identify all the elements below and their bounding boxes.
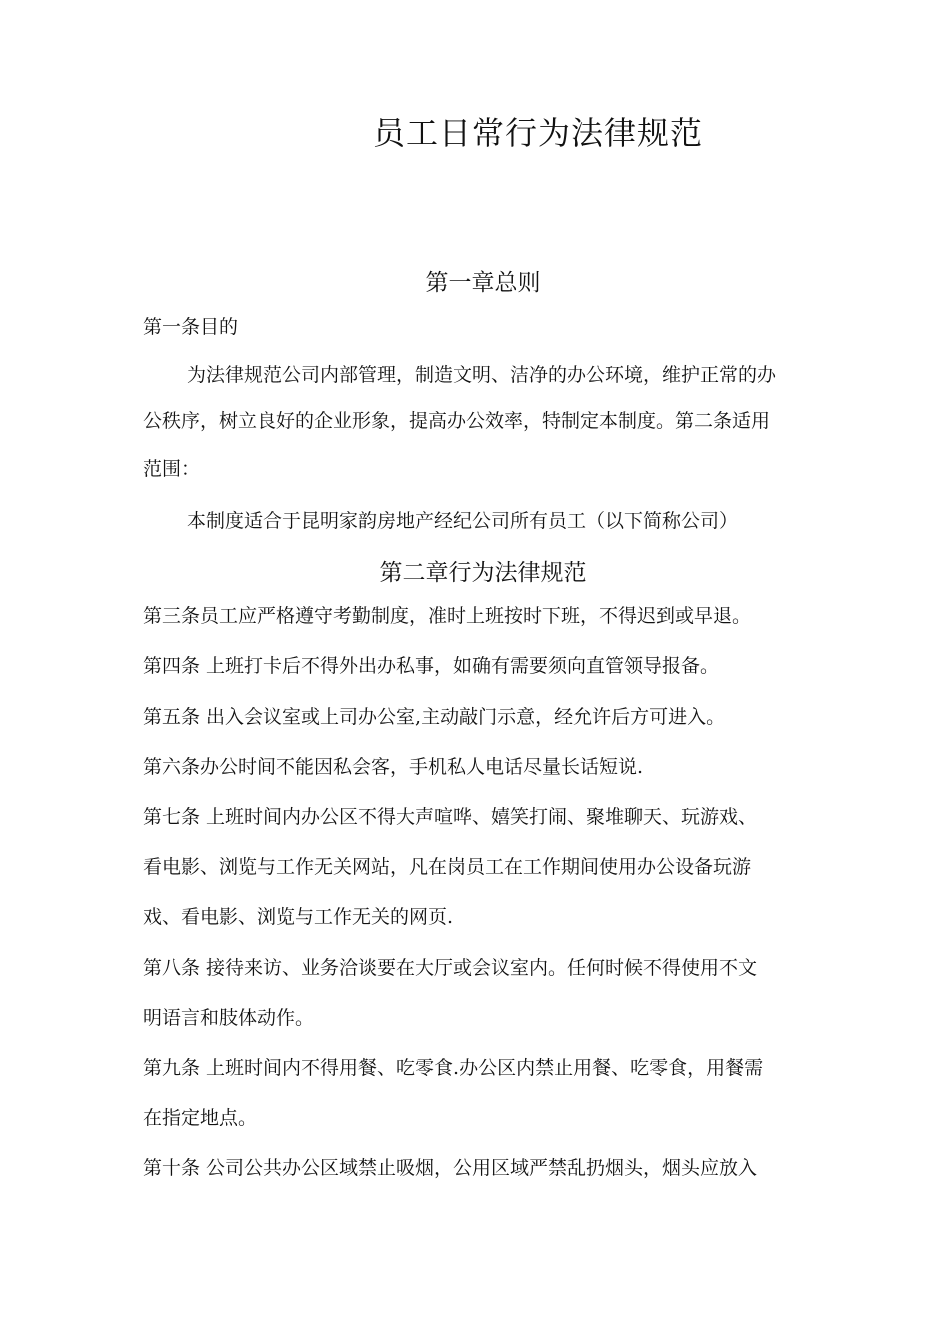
article-7-line-1: 第七条 上班时间内办公区不得大声喧哗、嬉笑打闹、聚堆聊天、玩游戏、 — [143, 806, 758, 828]
chapter-1-paragraph-2: 本制度适合于昆明家韵房地产经纪公司所有员工（以下简称公司） — [187, 510, 739, 532]
article-6: 第六条办公时间不能因私会客，手机私人电话尽量长话短说. — [143, 756, 644, 778]
chapter-1-paragraph-1-line-3: 范围： — [143, 458, 201, 480]
chapter-2-heading: 第二章行为法律规范 — [379, 560, 587, 586]
article-10-line-1: 第十条 公司公共办公区域禁止吸烟，公用区域严禁乱扔烟头，烟头应放入 — [143, 1157, 758, 1179]
article-4: 第四条 上班打卡后不得外出办私事，如确有需要须向直管领导报备。 — [143, 655, 720, 677]
article-9-line-2: 在指定地点。 — [143, 1107, 258, 1129]
article-5: 第五条 出入会议室或上司办公室,主动敲门示意，经允许后方可进入。 — [143, 706, 726, 728]
article-7-line-2: 看电影、浏览与工作无关网站，凡在岗员工在工作期间使用办公设备玩游 — [143, 856, 752, 878]
article-8-line-2: 明语言和肢体动作。 — [143, 1007, 315, 1029]
article-9-line-1: 第九条 上班时间内不得用餐、吃零食.办公区内禁止用餐、吃零食，用餐需 — [143, 1057, 764, 1079]
document-title: 员工日常行为法律规范 — [372, 114, 703, 152]
chapter-1-paragraph-1-line-1: 为法律规范公司内部管理，制造文明、洁净的办公环境，维护正常的办 — [187, 364, 777, 386]
article-1-title: 第一条目的 — [143, 316, 239, 338]
chapter-1-paragraph-1-line-2: 公秩序，树立良好的企业形象，提高办公效率，特制定本制度。第二条适用 — [143, 410, 771, 432]
article-8-line-1: 第八条 接待来访、业务洽谈要在大厅或会议室内。任何时候不得使用不文 — [143, 957, 758, 979]
chapter-1-heading: 第一章总则 — [425, 270, 541, 296]
article-7-line-3: 戏、看电影、浏览与工作无关的网页. — [143, 906, 454, 928]
article-3: 第三条员工应严格遵守考勤制度，准时上班按时下班，不得迟到或早退。 — [143, 605, 752, 627]
